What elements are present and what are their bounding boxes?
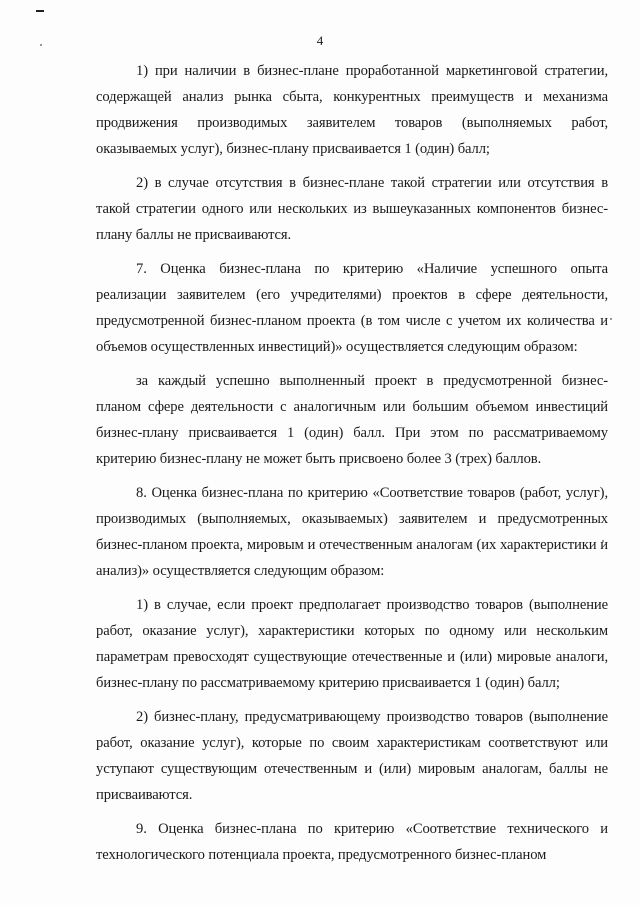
scan-mark — [36, 10, 44, 12]
paragraph: за каждый успешно выполненный проект в предусмотренной бизнес-планом сфере деятельности с аналогичным или большим объемом инвестиций бизнес-плану присваивается 1 (один) балл. При этом по рассматриваемому критерию бизнес-плану не может быть присвоено более 3 (трех) баллов. — [96, 373, 608, 467]
paragraph: 9. Оценка бизнес-плана по критерию «Соответствие технического и технологического потенциала проекта, предусмотренного бизнес-планом — [96, 821, 608, 863]
paragraph: 2) в случае отсутствия в бизнес-плане такой стратегии или отсутствия в такой стратегии одного или нескольких из вышеуказанных компонентов бизнес-плану баллы не присваиваются. — [96, 175, 608, 243]
paragraph: 7. Оценка бизнес-плана по критерию «Наличие успешного опыта реализации заявителем (его учредителями) проектов в сфере деятельности, предусмотренной бизнес-планом проекта (в том числе с учетом их количества и объемов осуществленных инвестиций)» осуществляется следующим образом: — [96, 261, 608, 355]
paragraph: 8. Оценка бизнес-плана по критерию «Соответствие товаров (работ, услуг), производимых (выполняемых, оказываемых) заявителем и предусмотренных бизнес-планом проекта, мировым и отечественным аналогам (их характеристики и анализ)» осуществляется следующим образом: — [96, 485, 608, 579]
paragraph: 1) при наличии в бизнес-плане проработанной маркетинговой стратегии, содержащей анализ рынка сбыта, конкурентных преимуществ и механизма продвижения производимых заявителем товаров (выполняемых работ, оказываемых услуг), бизнес-плану присваивается 1 (один) балл; — [96, 63, 608, 157]
paragraph: 1) в случае, если проект предполагает производство товаров (выполнение работ, оказание услуг), характеристики которых по одному или нескольким параметрам превосходят существующие отечественные и (или) мировые аналоги, бизнес-плану по рассматриваемому критерию присваивается 1 (один) балл; — [96, 597, 608, 691]
page-number: 4 — [316, 33, 324, 48]
paragraph: 2) бизнес-плану, предусматривающему производство товаров (выполнение работ, оказание услуг), которые по своим характеристикам соответствуют или уступают существующим отечественным и (или) мировым аналогам, баллы не присваиваются. — [96, 709, 608, 803]
document-body — [96, 58, 608, 876]
scan-speck — [610, 318, 612, 320]
